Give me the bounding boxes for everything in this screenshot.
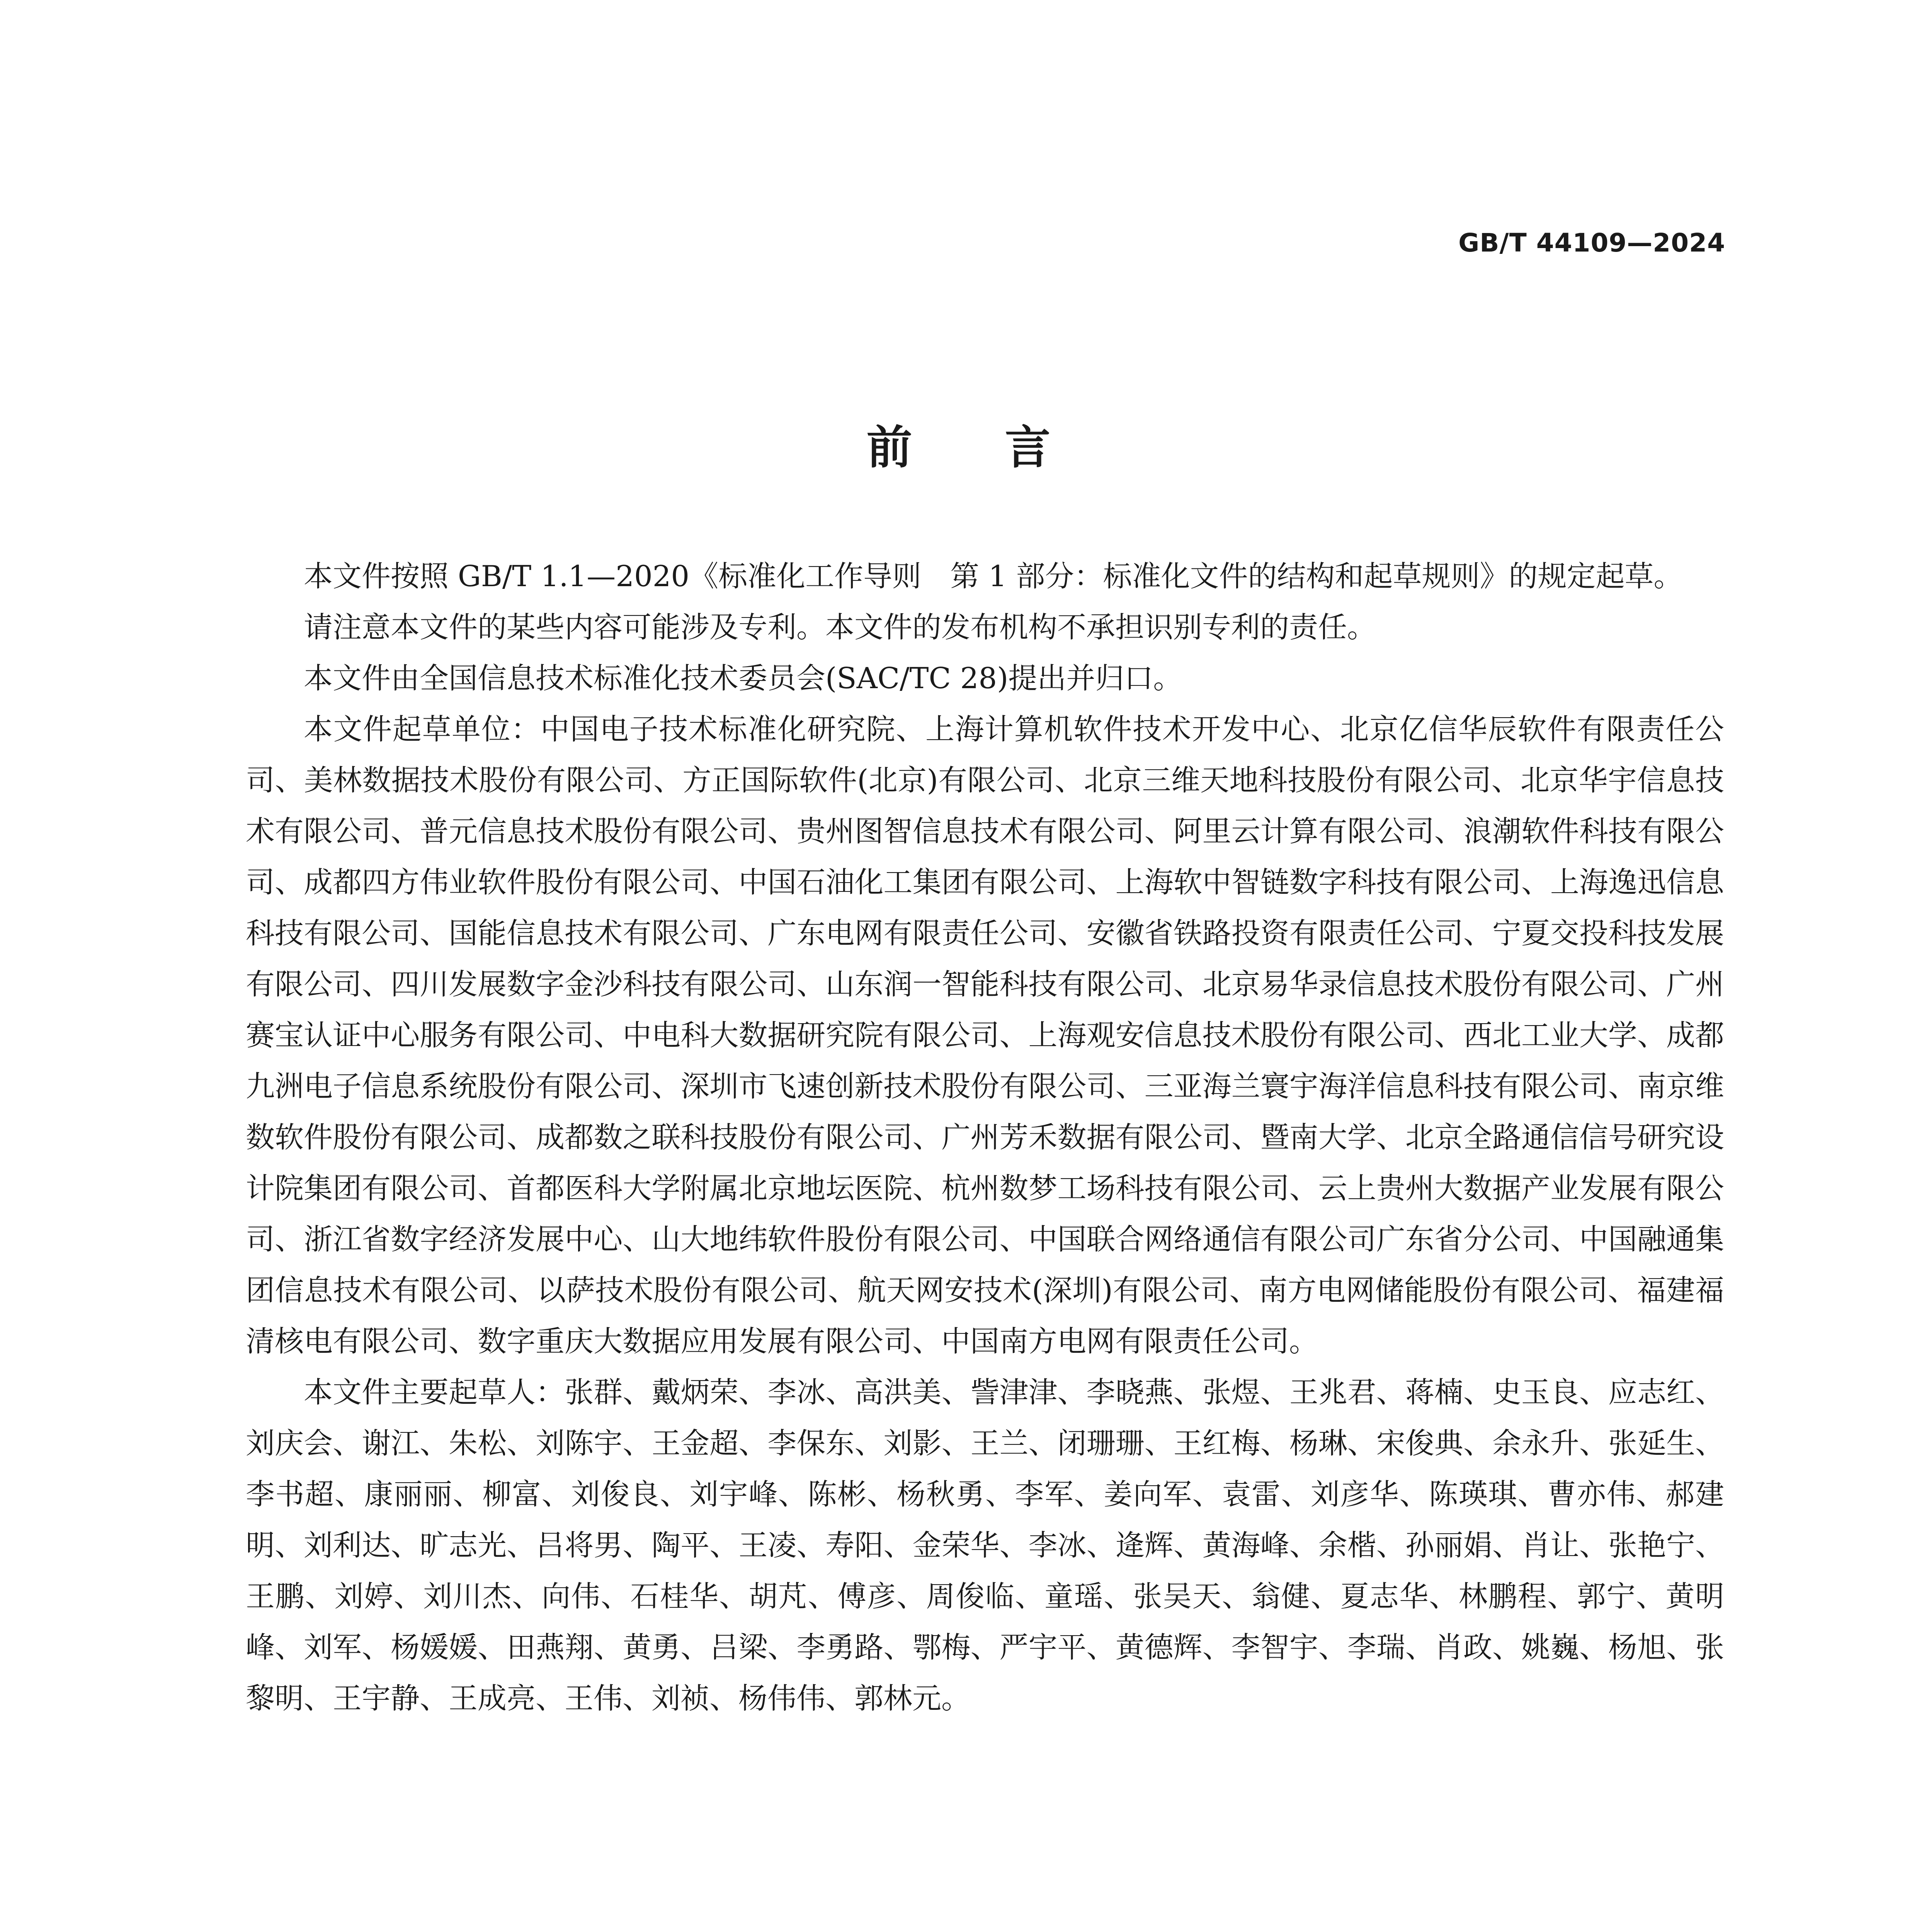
paragraph-patent-notice: 请注意本文件的某些内容可能涉及专利。本文件的发布机构不承担识别专利的责任。	[304, 610, 1376, 644]
paragraph-drafting-rules: 本文件按照 GB/T 1.1—2020《标准化工作导则 第 1 部分：标准化文件的结构和起草规则》的规定起草。	[304, 559, 1683, 593]
paragraph-drafters: 本文件主要起草人：张群、戴炳荣、李冰、高洪美、訾津津、李晓燕、张煜、王兆君、蒋楠、史玉良、应志红、刘庆会、谢江、朱松、刘陈宇、王金超、李保东、刘影、王兰、闭珊珊、王红梅、杨琳、宋俊典、余永升、张延生、李书超、康丽丽、柳富、刘俊良、刘宇峰、陈彬、杨秋勇、李军、姜向军、袁雷、刘彦华、陈瑛琪、曹亦伟、郝建明、刘利达、旷志光、吕将男、陶平、王凌、寿阳、金荣华、李冰、逄辉、黄海峰、余楷、孙丽娟、肖让、张艳宁、王鹏、刘婷、刘川杰、向伟、石桂华、胡芃、傅彦、周俊临、童瑶、张吴天、翁健、夏志华、林鹏程、郭宁、黄明峰、刘军、杨媛媛、田燕翔、黄勇、吕梁、李勇路、鄂梅、严宇平、黄德辉、李智宇、李瑞、肖政、姚巍、杨旭、张黎明、王宇静、王成亮、王伟、刘祯、杨伟伟、郭林元。	[246, 1375, 1724, 1715]
foreword-body	[246, 551, 1724, 1724]
document-number: GB/T 44109—2024	[1458, 228, 1725, 258]
page-title: 前言	[866, 421, 1143, 474]
paragraph-drafting-units: 本文件起草单位：中国电子技术标准化研究院、上海计算机软件技术开发中心、北京亿信华辰软件有限责任公司、美林数据技术股份有限公司、方正国际软件(北京)有限公司、北京三维天地科技股份有限公司、北京华宇信息技术有限公司、普元信息技术股份有限公司、贵州图智信息技术有限公司、阿里云计算有限公司、浪潮软件科技有限公司、成都四方伟业软件股份有限公司、中国石油化工集团有限公司、上海软中智链数字科技有限公司、上海逸迅信息科技有限公司、国能信息技术有限公司、广东电网有限责任公司、安徽省铁路投资有限责任公司、宁夏交投科技发展有限公司、四川发展数字金沙科技有限公司、山东润一智能科技有限公司、北京易华录信息技术股份有限公司、广州赛宝认证中心服务有限公司、中电科大数据研究院有限公司、上海观安信息技术股份有限公司、西北工业大学、成都九洲电子信息系统股份有限公司、深圳市飞速创新技术股份有限公司、三亚海兰寰宇海洋信息科技有限公司、南京维数软件股份有限公司、成都数之联科技股份有限公司、广州芳禾数据有限公司、暨南大学、北京全路通信信号研究设计院集团有限公司、首都医科大学附属北京地坛医院、杭州数梦工场科技有限公司、云上贵州大数据产业发展有限公司、浙江省数字经济发展中心、山大地纬软件股份有限公司、中国联合网络通信有限公司广东省分公司、中国融通集团信息技术有限公司、以萨技术股份有限公司、航天网安技术(深圳)有限公司、南方电网储能股份有限公司、福建福清核电有限公司、数字重庆大数据应用发展有限公司、中国南方电网有限责任公司。	[246, 712, 1724, 1358]
paragraph-proposer: 本文件由全国信息技术标准化技术委员会(SAC/TC 28)提出并归口。	[304, 661, 1182, 695]
